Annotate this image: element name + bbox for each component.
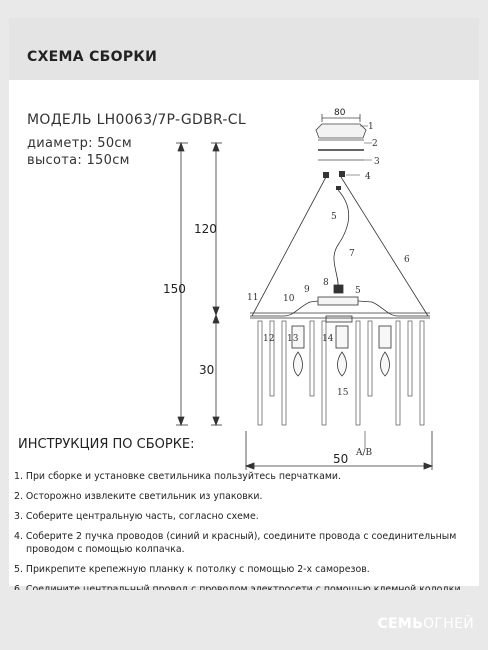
part-label-10: 10 — [283, 294, 295, 304]
instruction-step — [14, 530, 480, 563]
part-label-12: 12 — [263, 334, 275, 344]
instructions-title: ИНСТРУКЦИЯ ПО СБОРКЕ: — [18, 437, 195, 452]
part-label-2: 2 — [372, 139, 378, 149]
page-title: СХЕМА СБОРКИ — [27, 49, 158, 65]
suspension-cables — [252, 177, 428, 316]
instruction-step: 3. Соберите центральную часть, согласно схеме. — [14, 511, 259, 522]
height-spec: высота: 150см — [27, 153, 130, 168]
instruction-step: 1. При сборке и установке светильника пользуйтесь перчатками. — [14, 471, 341, 482]
brand-logo — [377, 616, 474, 632]
part-label-6: 6 — [404, 255, 410, 265]
instruction-step-line: 4. Соберите 2 пучка проводов (синий и красный), соедините провода с соединительным — [14, 531, 457, 542]
part-label-1: 1 — [368, 122, 374, 132]
dim-label-50: 50 — [333, 452, 349, 466]
part-label-7: 7 — [349, 249, 355, 259]
cable-anchors — [323, 171, 345, 190]
part-label-8: 8 — [323, 278, 329, 288]
part-label-9: 9 — [304, 285, 310, 295]
instruction-step: 2. Осторожно извлеките светильник из упаковки. — [14, 491, 263, 502]
central-hub — [318, 285, 358, 322]
dim-label-80: 80 — [334, 108, 346, 118]
part-label-14: 14 — [322, 334, 334, 344]
brand-logo-bold: СЕМЬ — [377, 616, 424, 632]
brand-logo-light: ОГНЕЙ — [423, 616, 474, 632]
ceiling-canopy — [316, 114, 366, 160]
dim-label-150: 150 — [163, 282, 186, 296]
part-label-11: 11 — [247, 293, 259, 303]
part-label-13: 13 — [287, 334, 299, 344]
part-label-15: 15 — [337, 388, 349, 398]
diameter-spec: диаметр: 50см — [27, 136, 132, 151]
part-label-5-top: 5 — [331, 212, 337, 222]
part-label-5-hub: 5 — [355, 286, 361, 296]
instructions-list — [14, 470, 480, 603]
model-name: МОДЕЛЬ LH0063/7P-GDBR-CL — [27, 112, 246, 128]
lamp-sockets — [292, 326, 391, 376]
part-label-4: 4 — [365, 172, 371, 182]
dim-label-120: 120 — [194, 222, 217, 236]
dim-label-30: 30 — [199, 363, 215, 377]
part-label-3: 3 — [374, 157, 380, 167]
section-label: A/B — [356, 448, 373, 458]
instruction-step-continuation: проводом с помощью колпачка. — [26, 544, 185, 555]
instruction-step: 5. Прикрепите крепежную планку к потолку с помощью 2-х саморезов. — [14, 564, 370, 575]
